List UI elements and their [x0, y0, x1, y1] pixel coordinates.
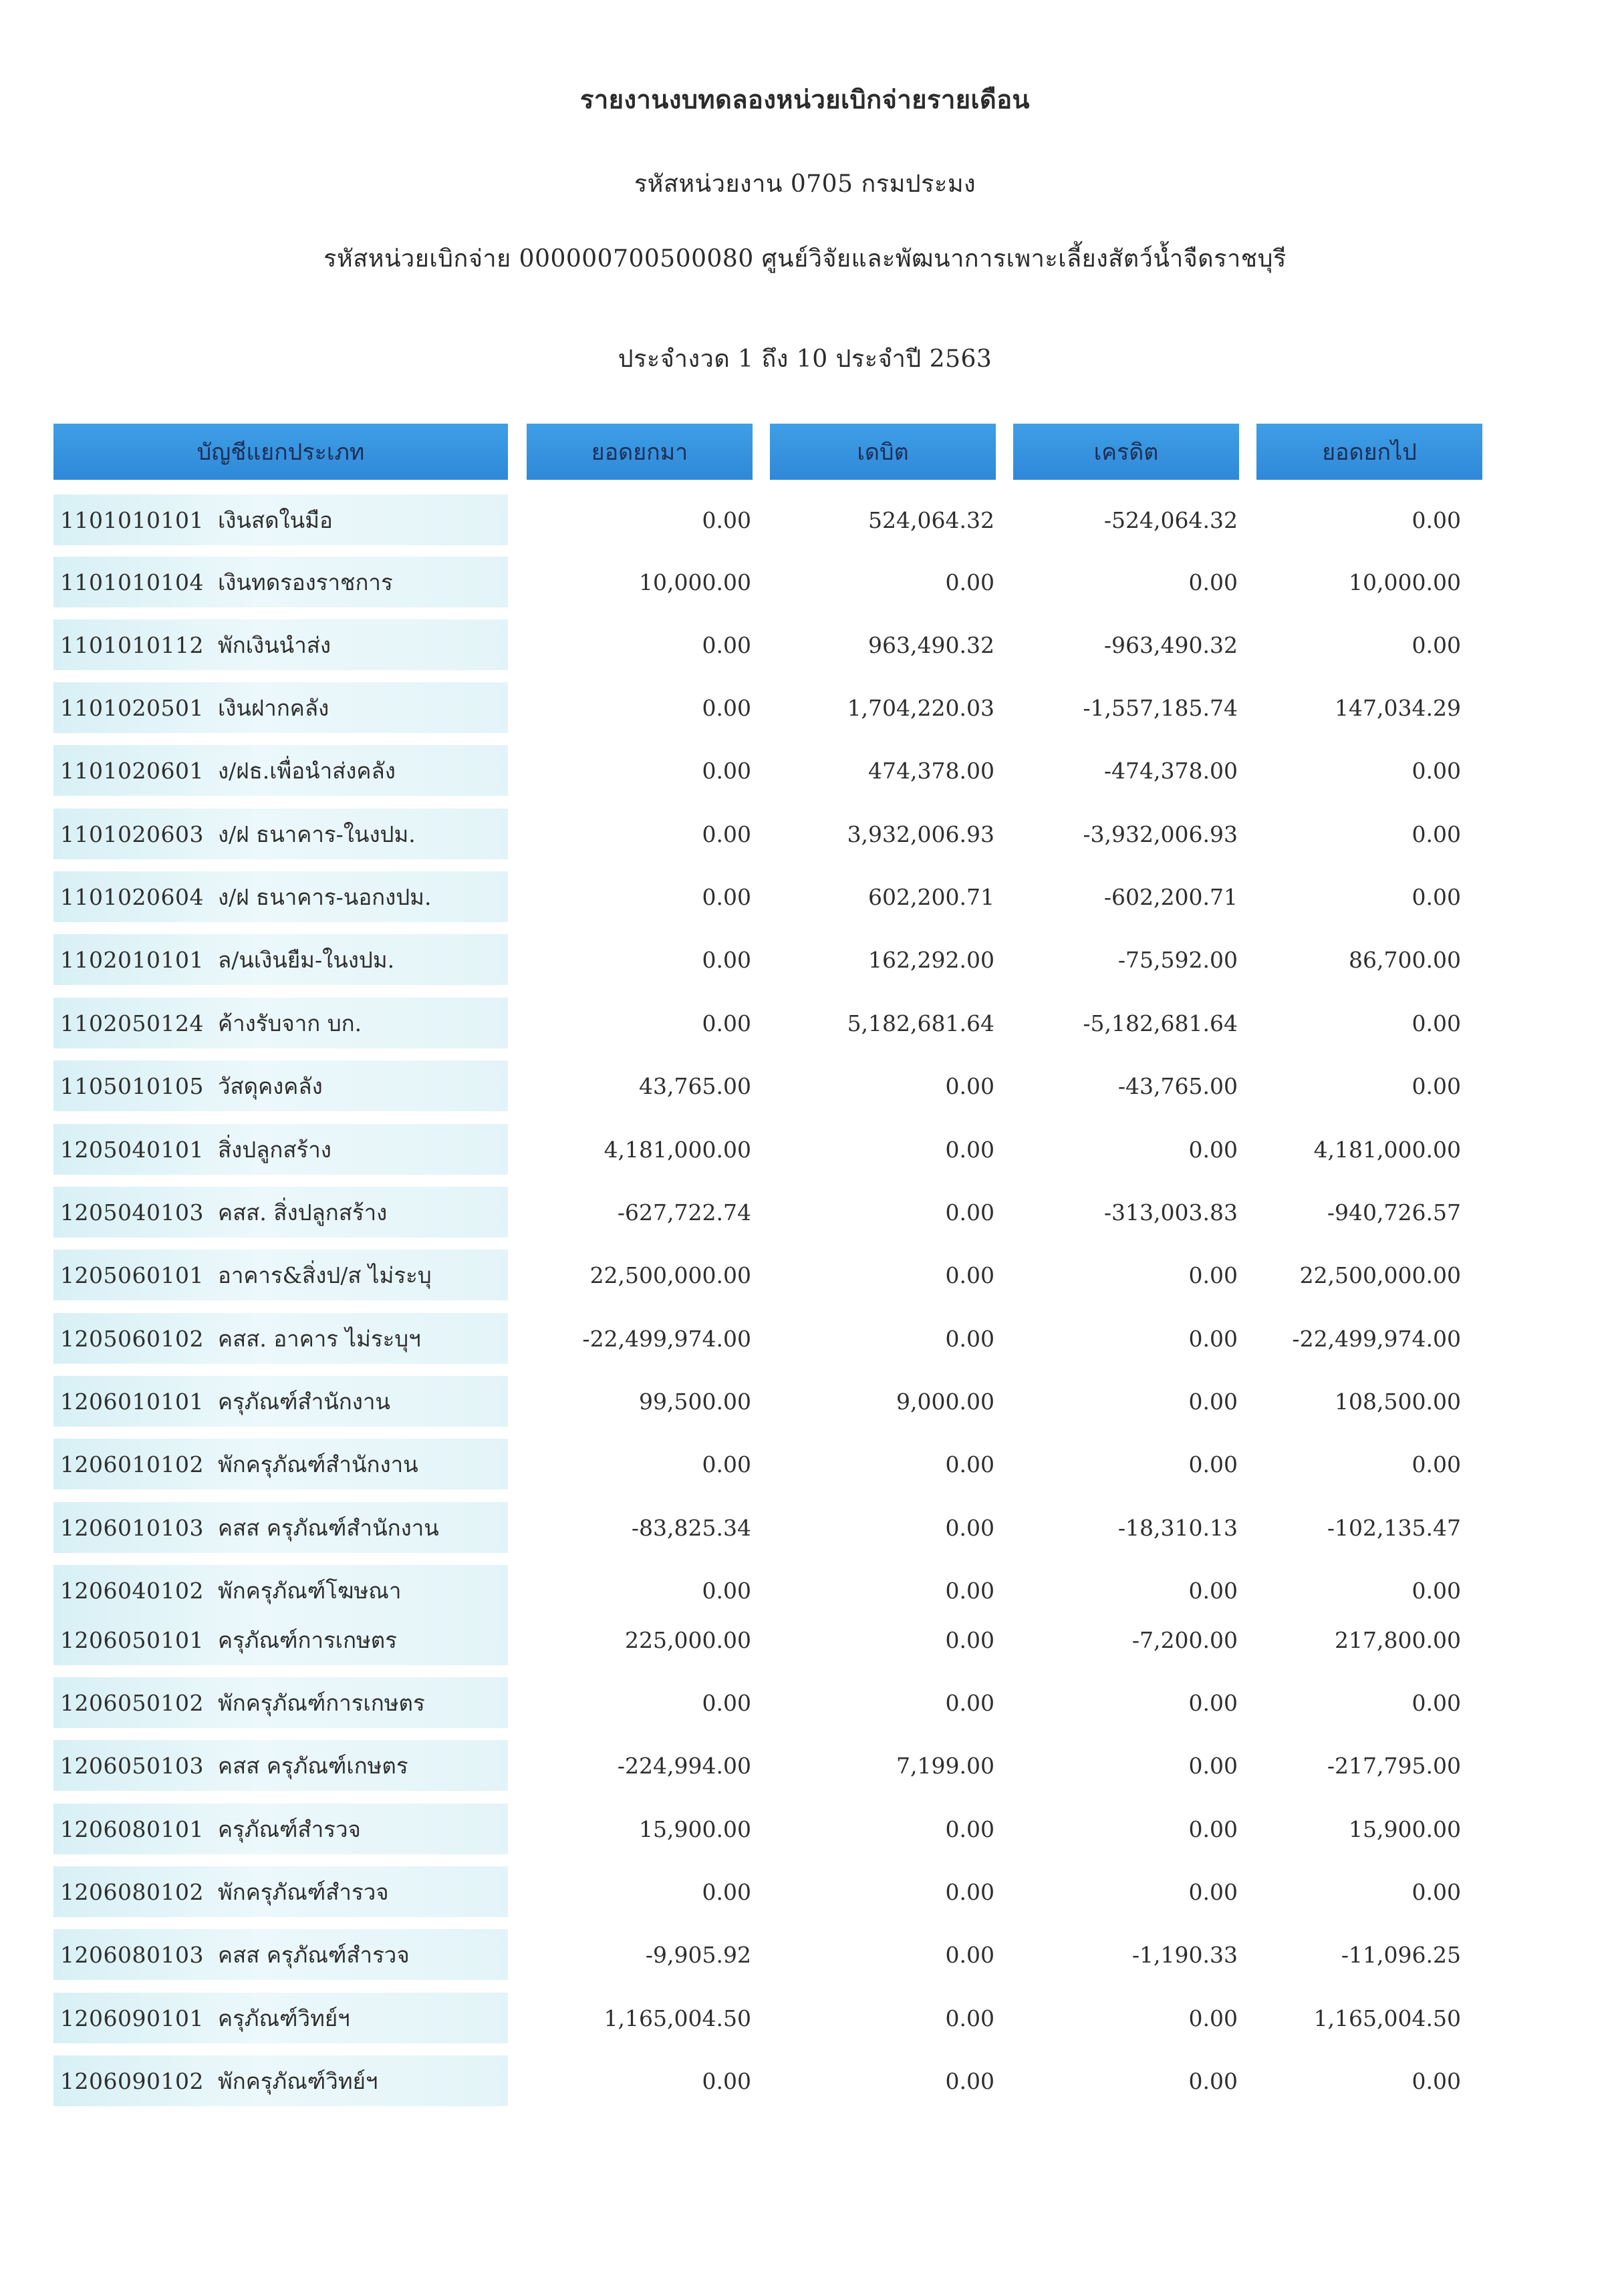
credit-value: -3,932,006.93 — [1083, 821, 1238, 847]
table-row — [0, 1866, 1610, 1917]
carried-forward-value: 22,500,000.00 — [1299, 1262, 1461, 1288]
table-row — [0, 934, 1610, 985]
account-name: พักเงินนำส่ง — [218, 631, 331, 658]
account-code: 1205040101 — [60, 1136, 204, 1163]
account-code: 1101010101 — [60, 507, 204, 533]
credit-value: -75,592.00 — [1117, 946, 1238, 973]
account-code: 1206050103 — [60, 1752, 204, 1779]
carried-forward-value: 0.00 — [1412, 757, 1461, 784]
account-cell — [53, 1439, 508, 1489]
account-name: ง/ฝ ธนาคาร-นอกงปม. — [218, 883, 432, 910]
account-name: เงินฝากคลัง — [218, 694, 329, 721]
account-code: 1101020604 — [60, 883, 204, 910]
account-code: 1206050101 — [60, 1626, 204, 1653]
account-name: ครุภัณฑ์สำรวจ — [218, 1816, 361, 1842]
account-name: คสส ครุภัณฑ์สำรวจ — [218, 1941, 410, 1968]
account-cell — [53, 1187, 508, 1238]
account-code: 1206080103 — [60, 1941, 204, 1968]
account-cell — [53, 682, 508, 733]
account-name: พักครุภัณฑ์โฆษณา — [218, 1577, 402, 1604]
carried-forward-value: -11,096.25 — [1341, 1941, 1461, 1968]
header-carried-forward: ยอดยกไป — [1256, 424, 1482, 480]
debit-value: 963,490.32 — [868, 631, 994, 658]
table-row — [0, 1439, 1610, 1489]
account-name: อาคาร&สิ่งป/ส ไม่ระบุ — [218, 1262, 432, 1288]
table-row — [0, 998, 1610, 1048]
account-code: 1101020601 — [60, 757, 204, 784]
account-cell — [53, 934, 508, 985]
account-name: ล/นเงินยืม-ในงปม. — [218, 946, 395, 973]
account-code: 1102010101 — [60, 946, 204, 973]
table-row — [0, 1502, 1610, 1553]
debit-value: 0.00 — [945, 1626, 994, 1653]
account-cell — [53, 1866, 508, 1917]
credit-value: 0.00 — [1188, 1388, 1238, 1415]
table-row — [0, 1313, 1610, 1364]
table-row — [0, 1060, 1610, 1111]
carried-forward-value: 15,900.00 — [1349, 1816, 1461, 1842]
debit-value: 0.00 — [945, 1199, 994, 1226]
account-code: 1206090101 — [60, 2005, 204, 2031]
account-name: คสส ครุภัณฑ์สำนักงาน — [218, 1514, 439, 1541]
period-line: ประจำงวด 1 ถึง 10 ประจำปี 2563 — [618, 345, 992, 373]
carried-forward-value: 1,165,004.50 — [1313, 2005, 1461, 2031]
header-account: บัญชีแยกประเภท — [53, 424, 508, 480]
table-row — [0, 1565, 1610, 1616]
carried-forward-value: 0.00 — [1412, 1689, 1461, 1716]
credit-value: -43,765.00 — [1117, 1072, 1238, 1099]
header-brought-forward: ยอดยกมา — [527, 424, 753, 480]
brought-forward-value: 0.00 — [702, 1451, 751, 1477]
table-row — [0, 557, 1610, 607]
table-row — [0, 1804, 1610, 1854]
credit-value: 0.00 — [1188, 569, 1238, 595]
debit-value: 0.00 — [945, 2067, 994, 2094]
account-code: 1101020603 — [60, 821, 204, 847]
header-debit: เดบิต — [770, 424, 996, 480]
brought-forward-value: 0.00 — [702, 694, 751, 721]
table-row — [0, 2055, 1610, 2106]
carried-forward-value: 86,700.00 — [1349, 946, 1461, 973]
debit-value: 0.00 — [945, 1878, 994, 1905]
account-cell — [53, 557, 508, 607]
account-cell — [53, 494, 508, 545]
debit-value: 162,292.00 — [868, 946, 994, 973]
brought-forward-value: 0.00 — [702, 946, 751, 973]
account-name: ง/ฝธ.เพื่อนำส่งคลัง — [218, 757, 396, 784]
brought-forward-value: -83,825.34 — [631, 1514, 751, 1541]
debit-value: 0.00 — [945, 1072, 994, 1099]
carried-forward-value: 0.00 — [1412, 1577, 1461, 1604]
account-name: คสส ครุภัณฑ์เกษตร — [218, 1752, 408, 1779]
credit-value: -963,490.32 — [1103, 631, 1238, 658]
debit-value: 0.00 — [945, 1689, 994, 1716]
account-cell — [53, 1060, 508, 1111]
brought-forward-value: 22,500,000.00 — [589, 1262, 751, 1288]
carried-forward-value: 0.00 — [1412, 1451, 1461, 1477]
brought-forward-value: 1,165,004.50 — [603, 2005, 751, 2031]
debit-value: 0.00 — [945, 1262, 994, 1288]
table-row — [0, 1929, 1610, 1980]
brought-forward-value: 0.00 — [702, 1878, 751, 1905]
debit-value: 0.00 — [945, 569, 994, 595]
account-name: วัสดุคงคลัง — [218, 1072, 323, 1099]
account-cell — [53, 2055, 508, 2106]
debit-value: 9,000.00 — [896, 1388, 994, 1415]
account-cell — [53, 809, 508, 859]
account-name: คสส. สิ่งปลูกสร้าง — [218, 1199, 388, 1226]
table-row — [0, 619, 1610, 670]
brought-forward-value: -224,994.00 — [617, 1752, 751, 1779]
header-credit: เครดิต — [1013, 424, 1239, 480]
credit-value: 0.00 — [1188, 1878, 1238, 1905]
account-cell — [53, 1376, 508, 1427]
account-cell — [53, 1313, 508, 1364]
brought-forward-value: 0.00 — [702, 631, 751, 658]
carried-forward-value: 147,034.29 — [1335, 694, 1461, 721]
account-cell — [53, 998, 508, 1048]
brought-forward-value: -9,905.92 — [645, 1941, 751, 1968]
brought-forward-value: 10,000.00 — [639, 569, 751, 595]
brought-forward-value: 0.00 — [702, 821, 751, 847]
account-name: ครุภัณฑ์สำนักงาน — [218, 1388, 390, 1415]
account-name: ครุภัณฑ์การเกษตร — [218, 1626, 397, 1653]
credit-value: -5,182,681.64 — [1083, 1010, 1238, 1036]
carried-forward-value: 0.00 — [1412, 1072, 1461, 1099]
account-code: 1205040103 — [60, 1199, 204, 1226]
carried-forward-value: 0.00 — [1412, 821, 1461, 847]
carried-forward-value: 0.00 — [1412, 507, 1461, 533]
account-cell — [53, 619, 508, 670]
credit-value: 0.00 — [1188, 1451, 1238, 1477]
carried-forward-value: -22,499,974.00 — [1292, 1325, 1461, 1352]
debit-value: 0.00 — [945, 1941, 994, 1968]
credit-value: -18,310.13 — [1117, 1514, 1238, 1541]
account-name: พักครุภัณฑ์การเกษตร — [218, 1689, 425, 1716]
table-row — [0, 1376, 1610, 1427]
account-code: 1206090102 — [60, 2067, 204, 2094]
account-cell — [53, 1614, 508, 1665]
credit-value: 0.00 — [1188, 1136, 1238, 1163]
account-code: 1206040102 — [60, 1577, 204, 1604]
account-name: พักครุภัณฑ์วิทย์ฯ — [218, 2067, 378, 2094]
brought-forward-value: 0.00 — [702, 757, 751, 784]
debit-value: 1,704,220.03 — [847, 694, 994, 721]
debit-value: 0.00 — [945, 1451, 994, 1477]
debit-value: 0.00 — [945, 1577, 994, 1604]
table-row — [0, 1993, 1610, 2043]
brought-forward-value: -627,722.74 — [617, 1199, 751, 1226]
table-row — [0, 682, 1610, 733]
carried-forward-value: -940,726.57 — [1327, 1199, 1461, 1226]
debit-value: 474,378.00 — [868, 757, 994, 784]
account-cell — [53, 1929, 508, 1980]
account-cell — [53, 745, 508, 796]
table-row — [0, 1124, 1610, 1175]
table-row — [0, 1677, 1610, 1728]
credit-value: -1,557,185.74 — [1083, 694, 1238, 721]
account-code: 1206080102 — [60, 1878, 204, 1905]
debit-value: 0.00 — [945, 2005, 994, 2031]
account-cell — [53, 1740, 508, 1791]
brought-forward-value: 0.00 — [702, 883, 751, 910]
credit-value: 0.00 — [1188, 1577, 1238, 1604]
account-code: 1206010101 — [60, 1388, 204, 1415]
account-name: พักครุภัณฑ์สำรวจ — [218, 1878, 389, 1905]
carried-forward-value: 0.00 — [1412, 1010, 1461, 1036]
carried-forward-value: 0.00 — [1412, 2067, 1461, 2094]
account-name: เงินสดในมือ — [218, 507, 333, 533]
credit-value: 0.00 — [1188, 1689, 1238, 1716]
account-code: 1102050124 — [60, 1010, 204, 1036]
debit-value: 7,199.00 — [896, 1752, 994, 1779]
account-cell — [53, 1124, 508, 1175]
account-cell — [53, 1502, 508, 1553]
brought-forward-value: 43,765.00 — [639, 1072, 751, 1099]
table-row — [0, 745, 1610, 796]
account-code: 1101010104 — [60, 569, 204, 595]
carried-forward-value: -102,135.47 — [1327, 1514, 1461, 1541]
account-code: 1206010102 — [60, 1451, 204, 1477]
debit-value: 0.00 — [945, 1136, 994, 1163]
credit-value: 0.00 — [1188, 1816, 1238, 1842]
table-row — [0, 1614, 1610, 1665]
account-code: 1101010112 — [60, 631, 204, 658]
brought-forward-value: 4,181,000.00 — [603, 1136, 751, 1163]
debit-value: 0.00 — [945, 1514, 994, 1541]
brought-forward-value: 0.00 — [702, 2067, 751, 2094]
account-name: คสส. อาคาร ไม่ระบุฯ — [218, 1325, 421, 1352]
credit-value: 0.00 — [1188, 1752, 1238, 1779]
account-code: 1105010105 — [60, 1072, 204, 1099]
account-code: 1206010103 — [60, 1514, 204, 1541]
credit-value: 0.00 — [1188, 1262, 1238, 1288]
credit-value: -1,190.33 — [1131, 1941, 1238, 1968]
account-name: สิ่งปลูกสร้าง — [218, 1136, 331, 1163]
table-row — [0, 494, 1610, 545]
credit-value: 0.00 — [1188, 2005, 1238, 2031]
carried-forward-value: 0.00 — [1412, 1878, 1461, 1905]
table-row — [0, 1740, 1610, 1791]
account-code: 1206080101 — [60, 1816, 204, 1842]
account-code: 1205060101 — [60, 1262, 204, 1288]
carried-forward-value: 10,000.00 — [1349, 569, 1461, 595]
brought-forward-value: 0.00 — [702, 1577, 751, 1604]
credit-value: 0.00 — [1188, 2067, 1238, 2094]
brought-forward-value: 0.00 — [702, 507, 751, 533]
debit-value: 0.00 — [945, 1816, 994, 1842]
credit-value: -524,064.32 — [1103, 507, 1238, 533]
credit-value: -313,003.83 — [1103, 1199, 1238, 1226]
account-cell — [53, 1993, 508, 2043]
account-cell — [53, 1804, 508, 1854]
disbursing-unit-line: รหัสหน่วยเบิกจ่าย 000000700500080 ศูนย์วิจัยและพัฒนาการเพาะเลี้ยงสัตว์น้ำจืดราชบุรี — [323, 245, 1287, 273]
brought-forward-value: 15,900.00 — [639, 1816, 751, 1842]
table-row — [0, 1187, 1610, 1238]
carried-forward-value: 0.00 — [1412, 631, 1461, 658]
account-name: ครุภัณฑ์วิทย์ฯ — [218, 2005, 350, 2031]
brought-forward-value: 0.00 — [702, 1010, 751, 1036]
account-code: 1101020501 — [60, 694, 204, 721]
carried-forward-value: 0.00 — [1412, 883, 1461, 910]
account-name: ค้างรับจาก บก. — [218, 1010, 362, 1036]
credit-value: -474,378.00 — [1103, 757, 1238, 784]
account-cell — [53, 1677, 508, 1728]
carried-forward-value: -217,795.00 — [1327, 1752, 1461, 1779]
debit-value: 3,932,006.93 — [847, 821, 994, 847]
credit-value: -602,200.71 — [1103, 883, 1238, 910]
brought-forward-value: 0.00 — [702, 1689, 751, 1716]
account-name: ง/ฝ ธนาคาร-ในงปม. — [218, 821, 416, 847]
account-name: เงินทดรองราชการ — [218, 569, 393, 595]
debit-value: 5,182,681.64 — [847, 1010, 994, 1036]
credit-value: 0.00 — [1188, 1325, 1238, 1352]
carried-forward-value: 108,500.00 — [1335, 1388, 1461, 1415]
debit-value: 602,200.71 — [868, 883, 994, 910]
table-row — [0, 871, 1610, 922]
table-row — [0, 1250, 1610, 1300]
account-cell — [53, 1565, 508, 1616]
brought-forward-value: 99,500.00 — [639, 1388, 751, 1415]
report-title: รายงานงบทดลองหน่วยเบิกจ่ายรายเดือน — [579, 84, 1031, 114]
account-cell — [53, 1250, 508, 1300]
carried-forward-value: 217,800.00 — [1335, 1626, 1461, 1653]
brought-forward-value: 225,000.00 — [625, 1626, 751, 1653]
account-code: 1206050102 — [60, 1689, 204, 1716]
debit-value: 524,064.32 — [868, 507, 994, 533]
table-row — [0, 809, 1610, 859]
account-cell — [53, 871, 508, 922]
credit-value: -7,200.00 — [1131, 1626, 1238, 1653]
department-line: รหัสหน่วยงาน 0705 กรมประมง — [634, 170, 976, 198]
account-name: พักครุภัณฑ์สำนักงาน — [218, 1451, 418, 1477]
carried-forward-value: 4,181,000.00 — [1313, 1136, 1461, 1163]
brought-forward-value: -22,499,974.00 — [582, 1325, 751, 1352]
account-code: 1205060102 — [60, 1325, 204, 1352]
debit-value: 0.00 — [945, 1325, 994, 1352]
